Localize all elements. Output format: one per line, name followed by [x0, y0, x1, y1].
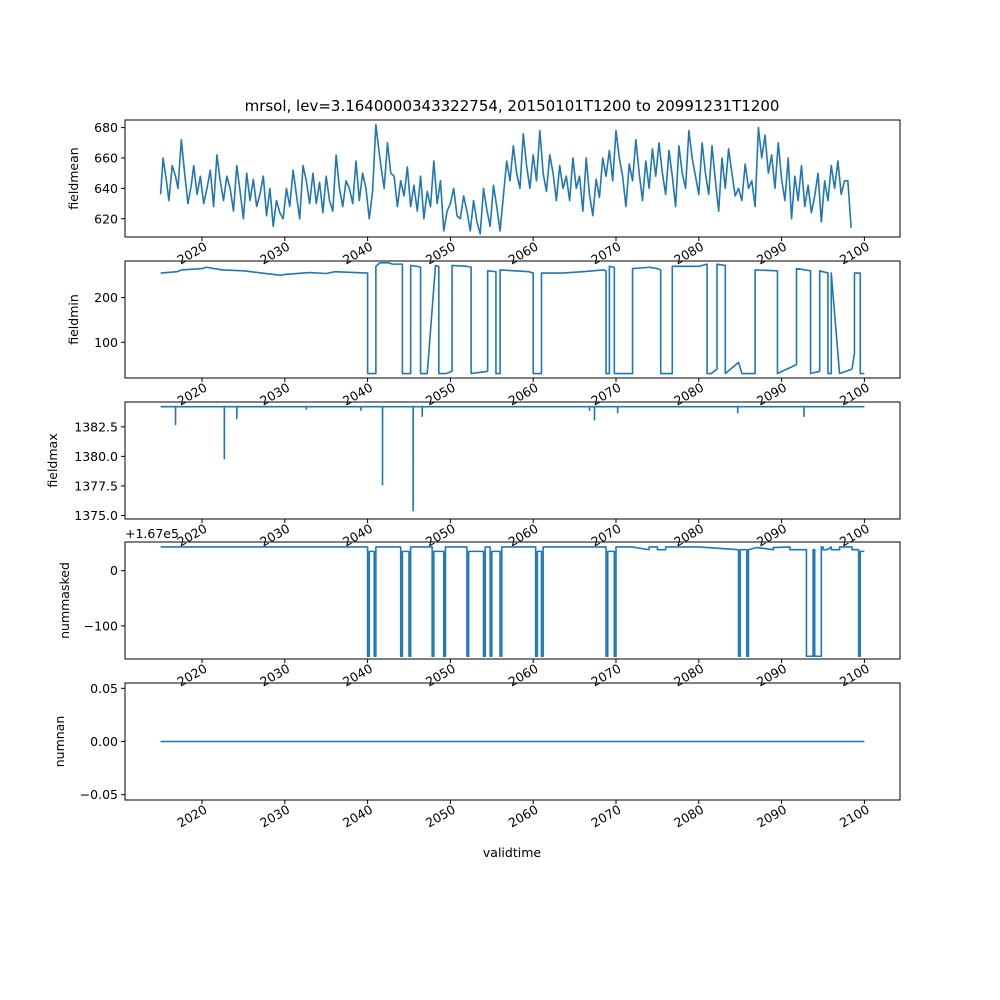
- x-tick-label: 2070: [588, 238, 624, 268]
- x-tick-label: 2100: [836, 520, 872, 550]
- x-tick-label: 2020: [174, 801, 210, 831]
- x-tick-label: 2080: [671, 379, 707, 409]
- x-tick-label: 2050: [422, 520, 458, 550]
- axes-frame: [125, 402, 900, 519]
- series-line-fieldmin: [161, 263, 865, 374]
- chart-title: mrsol, lev=3.1640000343322754, 20150101T1200 to 20991231T1200: [244, 97, 780, 115]
- x-tick-label: 2040: [340, 660, 376, 690]
- x-tick-label: 2060: [505, 660, 541, 690]
- x-tick-label: 2030: [257, 520, 293, 550]
- x-tick-label: 2060: [505, 520, 541, 550]
- x-tick-label: 2030: [257, 379, 293, 409]
- x-tick-label: 2020: [174, 660, 210, 690]
- x-tick-label: 2060: [505, 238, 541, 268]
- x-tick-label: 2030: [257, 801, 293, 831]
- x-tick-label: 2070: [588, 520, 624, 550]
- y-tick-label: 1380.0: [74, 448, 118, 464]
- y-axis-label: numnan: [52, 715, 67, 768]
- x-tick-label: 2030: [257, 660, 293, 690]
- y-axis-label: fieldmean: [66, 147, 81, 210]
- axes-frame: [125, 542, 900, 659]
- offset-text: +1.67e5: [125, 526, 179, 541]
- x-tick-label: 2050: [422, 801, 458, 831]
- panel-fieldmean: [66, 120, 900, 268]
- x-tick-label: 2080: [671, 801, 707, 831]
- x-tick-label: 2090: [754, 238, 790, 268]
- series-line-fieldmean: [161, 125, 852, 234]
- panel-numnan: [52, 681, 900, 831]
- x-tick-label: 2040: [340, 379, 376, 409]
- x-tick-label: 2100: [836, 660, 872, 690]
- y-tick-label: 0.05: [90, 680, 118, 696]
- panels: [45, 120, 900, 831]
- x-tick-label: 2020: [174, 379, 210, 409]
- x-tick-label: 2060: [505, 379, 541, 409]
- x-tick-label: 2080: [671, 660, 707, 690]
- x-tick-label: 2070: [588, 801, 624, 831]
- x-tick-label: 2020: [174, 520, 210, 550]
- x-tick-label: 2050: [422, 379, 458, 409]
- x-tick-label: 2090: [754, 379, 790, 409]
- y-tick-label: 1382.5: [74, 419, 118, 435]
- x-tick-label: 2040: [340, 238, 376, 268]
- x-tick-label: 2030: [257, 238, 293, 268]
- y-tick-label: −0.05: [79, 787, 118, 803]
- y-tick-label: 620: [94, 211, 118, 227]
- y-tick-label: 1377.5: [74, 478, 118, 494]
- x-tick-label: 2100: [836, 379, 872, 409]
- y-tick-label: −100: [83, 618, 118, 634]
- x-tick-label: 2040: [340, 801, 376, 831]
- x-tick-label: 2090: [754, 801, 790, 831]
- x-tick-label: 2090: [754, 520, 790, 550]
- x-tick-label: 2020: [174, 238, 210, 268]
- x-tick-label: 2100: [836, 801, 872, 831]
- y-axis-label: fieldmax: [45, 433, 60, 488]
- y-tick-label: 1375.0: [74, 507, 118, 523]
- series-line-nummasked: [161, 547, 865, 656]
- series-line-fieldmax: [161, 407, 865, 511]
- x-tick-label: 2050: [422, 238, 458, 268]
- panel-fieldmin: [66, 261, 900, 409]
- x-tick-label: 2040: [340, 520, 376, 550]
- x-tick-label: 2080: [671, 520, 707, 550]
- x-tick-label: 2070: [588, 379, 624, 409]
- x-tick-label: 2100: [836, 238, 872, 268]
- y-tick-label: 640: [94, 180, 118, 196]
- x-tick-label: 2060: [505, 801, 541, 831]
- x-tick-label: 2080: [671, 238, 707, 268]
- axes-frame: [125, 120, 900, 237]
- y-tick-label: 0: [110, 563, 118, 579]
- x-tick-label: 2070: [588, 660, 624, 690]
- y-tick-label: 660: [94, 150, 118, 166]
- y-axis-label: fieldmin: [66, 294, 81, 345]
- x-axis-label: validtime: [482, 845, 542, 860]
- panel-nummasked: [57, 526, 900, 690]
- x-tick-label: 2090: [754, 660, 790, 690]
- x-tick-label: 2050: [422, 660, 458, 690]
- axes-frame: [125, 261, 900, 378]
- y-tick-label: 680: [94, 120, 118, 136]
- y-axis-label: nummasked: [57, 562, 72, 639]
- y-tick-label: 100: [94, 334, 118, 350]
- y-tick-label: 200: [94, 290, 118, 306]
- y-tick-label: 0.00: [90, 734, 118, 749]
